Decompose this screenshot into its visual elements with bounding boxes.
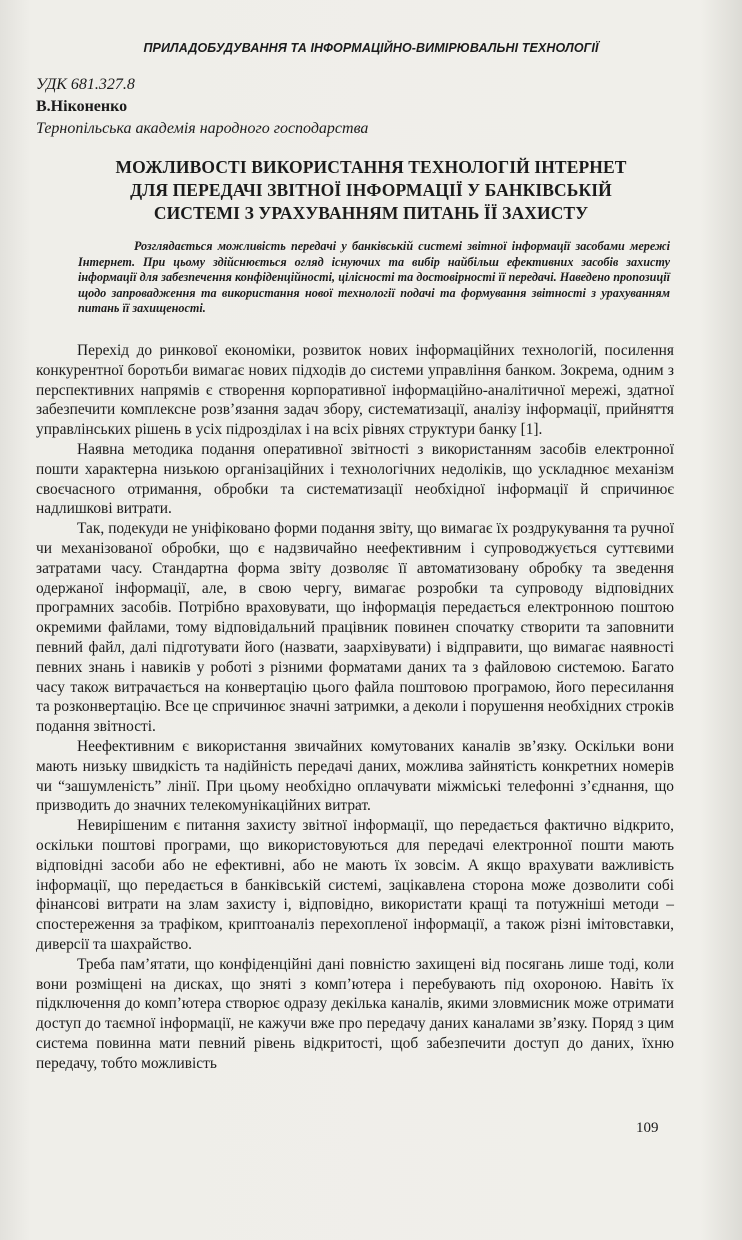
body-paragraph: Треба пам’ятати, що конфіденційні дані повністю захищені від посягань лише тоді, коли вони розміщені на дисках, що зняті з комп’ютера і перебувають під охороною. Навіть їх підключення до комп’ютера створює одразу декілька каналів, якими зловмисник може отримати доступ до таємної інформації, не кажучи вже про передачу даних каналами зв’язку. Поряд з цим система повинна мати певний рівень відкритості, щоб забезпечити доступ до даних, їхню передачу, тобто можливість xyxy=(36,955,674,1072)
abstract: Розглядається можливість передачі у банківській системі звітної інформації засобами мережі Інтернет. При цьому здійснюється огляд існуючих та вибір найбільш ефективних засобів захисту інформації для забезпечення конфіденційності, цілісності та достовірності її передачі. Наведено пропозиції щодо запровадження та використання нової технології подачі та формування звітності з урахуванням питань її захищеності. xyxy=(78,239,670,316)
body-paragraph: Перехід до ринкової економіки, розвиток нових інформаційних технологій, посилення конкурентної боротьби вимагає нових підходів до системи управління банком. Зокрема, одним з перспективних напрямів є створення корпоративної інформаційно-аналітичної мережі, здатної забезпечити комплексне розв’язання задач збору, систематизації, аналізу інформації, прийняття управлінських рішень в усіх підрозділах і на всіх рівнях структури банку [1]. xyxy=(36,342,674,439)
udk-code: УДК 681.327.8 xyxy=(36,76,135,93)
article-body xyxy=(36,341,674,1073)
running-header: ПРИЛАДОБУДУВАННЯ ТА ІНФОРМАЦІЙНО-ВИМІРЮВАЛЬНІ ТЕХНОЛОГІЇ xyxy=(143,41,599,55)
article-meta xyxy=(36,74,368,140)
author-name: В.Ніконенко xyxy=(36,98,128,115)
body-paragraph: Так, подекуди не уніфіковано форми подання звіту, що вимагає їх роздрукування та ручної чи механізованої обробки, що є надзвичайно неефективним і супроводжується суттєвими затратами часу. Стандартна форма звіту дозволяє її автоматизовану обробку та зведення одержаної інформації, але, в свою чергу, вимагає розробки та супроводу відповідних програмних засобів. Потрібно враховувати, що інформація передається електронною поштою окремими файлами, тому відповідальний працівник повинен спочатку створити та заповнити певний файл, далі підготувати його (назвати, заархівувати) і відправити, що вимагає наявності певних знань і навиків у роботі з різними форматами даних та з файловою системою. Багато часу також витрачається на конвертацію цього файла поштовою програмою, його пересилання та розконвертацію. Все це спричинює значні затримки, а деколи і порушення необхідних строків подання звітності. xyxy=(36,520,674,736)
title-line: СИСТЕМІ З УРАХУВАННЯМ ПИТАНЬ ЇЇ ЗАХИСТУ xyxy=(153,203,589,223)
title-line: ДЛЯ ПЕРЕДАЧІ ЗВІТНОЇ ІНФОРМАЦІЇ У БАНКІВСЬКІЙ xyxy=(130,180,612,200)
institution: Тернопільська академія народного господарства xyxy=(36,120,369,137)
page-number: 109 xyxy=(636,1120,659,1136)
title-line: МОЖЛИВОСТІ ВИКОРИСТАННЯ ТЕХНОЛОГІЙ ІНТЕРНЕТ xyxy=(115,157,627,177)
body-paragraph: Невирішеним є питання захисту звітної інформації, що передається фактично відкрито, оскільки поштові програми, що використовуються для передачі електронної пошти мають відповідні засоби або не ефективні, або не мають їх зовсім. А якщо врахувати важливість інформації, що передається в банківській системі, зацікавлена сторона може дозволити собі фінансові витрати на злам захисту і, відповідно, використати кращі та потужніші методи – спостереження за трафіком, криптоаналіз перехопленої інформації, а також різні імітовставки, диверсії та шахрайство. xyxy=(36,817,674,953)
body-paragraph: Наявна методика подання оперативної звітності з використанням засобів електронної пошти характерна низькою організаційних і технологічних недоліків, що ускладнює механізм своєчасного отримання, обробки та систематизації необхідної інформації й спричинює надлишкові витрати. xyxy=(36,440,674,518)
body-paragraph: Неефективним є використання звичайних комутованих каналів зв’язку. Оскільки вони мають низьку швидкість та надійність передачі даних, можлива зайнятість конкретних номерів чи “зашумленість” лінії. При цьому необхідно оплачувати міжміські телефонні з’єднання, що призводить до значних телекомунікаційних витрат. xyxy=(36,737,674,815)
article-title xyxy=(30,156,712,225)
